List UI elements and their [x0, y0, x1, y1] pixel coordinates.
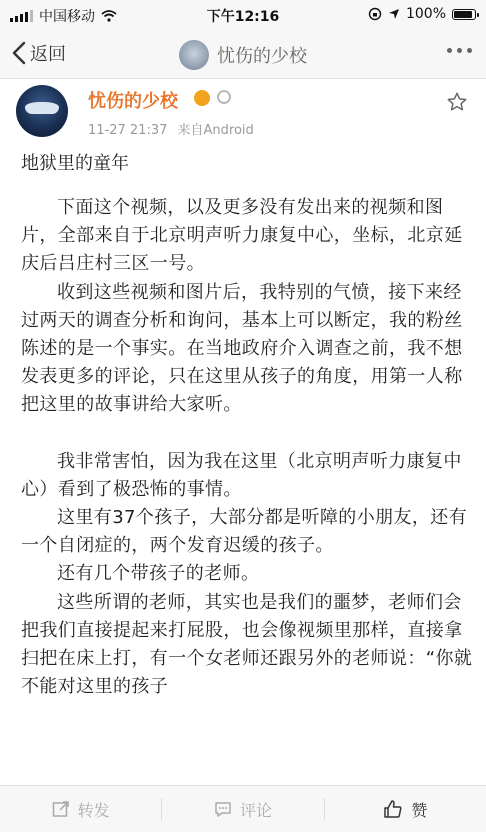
post-date: 11-27 21:37 — [88, 123, 168, 138]
repost-button[interactable] — [0, 786, 161, 832]
nav-title — [0, 40, 486, 70]
star-icon — [446, 91, 468, 113]
repost-icon — [52, 800, 70, 818]
paragraph: 还有几个带孩子的老师。 — [57, 563, 260, 585]
comment-icon — [214, 800, 232, 818]
status-right — [368, 6, 476, 22]
paragraph-spacer — [21, 420, 473, 448]
post-header — [0, 79, 486, 141]
author-avatar[interactable] — [16, 85, 68, 137]
comment-button[interactable] — [162, 786, 323, 832]
avatar-emblem — [25, 102, 59, 114]
nav-title-text: 忧伤的少校 — [217, 46, 307, 67]
more-button[interactable] — [447, 48, 472, 53]
carrier-label: 中国移动 — [39, 9, 95, 25]
more-dot-icon — [447, 48, 452, 53]
favorite-button[interactable] — [446, 91, 468, 117]
like-button[interactable] — [325, 786, 486, 832]
paragraph: 下面这个视频，以及更多没有发出来的视频和图片，全部来自于北京明声听力康复中心，坐标，北京延庆后吕庄村三区一号。 — [21, 197, 463, 275]
status-bar — [0, 0, 486, 30]
more-dot-icon — [457, 48, 462, 53]
status-time: 下午12:16 — [206, 9, 280, 25]
vip-badge-icon — [194, 90, 210, 106]
nav-bar — [0, 30, 486, 79]
location-icon — [388, 8, 400, 20]
lock-rotation-icon — [368, 7, 382, 21]
like-label: 赞 — [411, 800, 428, 820]
comment-label: 评论 — [239, 800, 272, 820]
author-name[interactable]: 忧伤的少校 — [88, 91, 178, 112]
paragraph: 收到这些视频和图片后，我特别的气愤，接下来经过两天的调查分析和询问，基本上可以断定，我的粉丝陈述的是一个事实。在当地政府介入调查之前，我不想发表更多的评论，只在这里从孩子的角度，用第一人称把这里的故事讲给大家听。 — [21, 281, 463, 416]
repost-label: 转发 — [77, 800, 110, 820]
more-dot-icon — [467, 48, 472, 53]
paragraph: 这些所谓的老师，其实也是我们的噩梦，老师们会把我们直接提起来打屁股，也会像视频里那样，直接拿扫把在床上打，有一个女老师还跟另外的老师说：“你就不能对这里的孩子 — [21, 591, 473, 698]
post-meta — [88, 119, 260, 138]
post-content — [21, 148, 473, 701]
battery-level — [454, 11, 472, 18]
post-source: 来自Android — [177, 123, 254, 138]
battery-percent: 100% — [405, 6, 446, 22]
medal-badge-icon — [217, 90, 231, 104]
battery-icon — [452, 9, 476, 20]
paragraph: 这里有37个孩子，大部分都是听障的小朋友，还有一个自闭症的，两个发育迟缓的孩子。 — [21, 507, 468, 557]
back-label: 返回 — [30, 44, 66, 65]
thumbs-up-icon — [383, 799, 403, 819]
action-bar — [0, 785, 486, 832]
nav-avatar — [179, 40, 209, 70]
post-title: 地狱里的童年 — [21, 153, 129, 174]
paragraph: 我非常害怕，因为我在这里（北京明声听力康复中心）看到了极恐怖的事情。 — [21, 450, 462, 500]
